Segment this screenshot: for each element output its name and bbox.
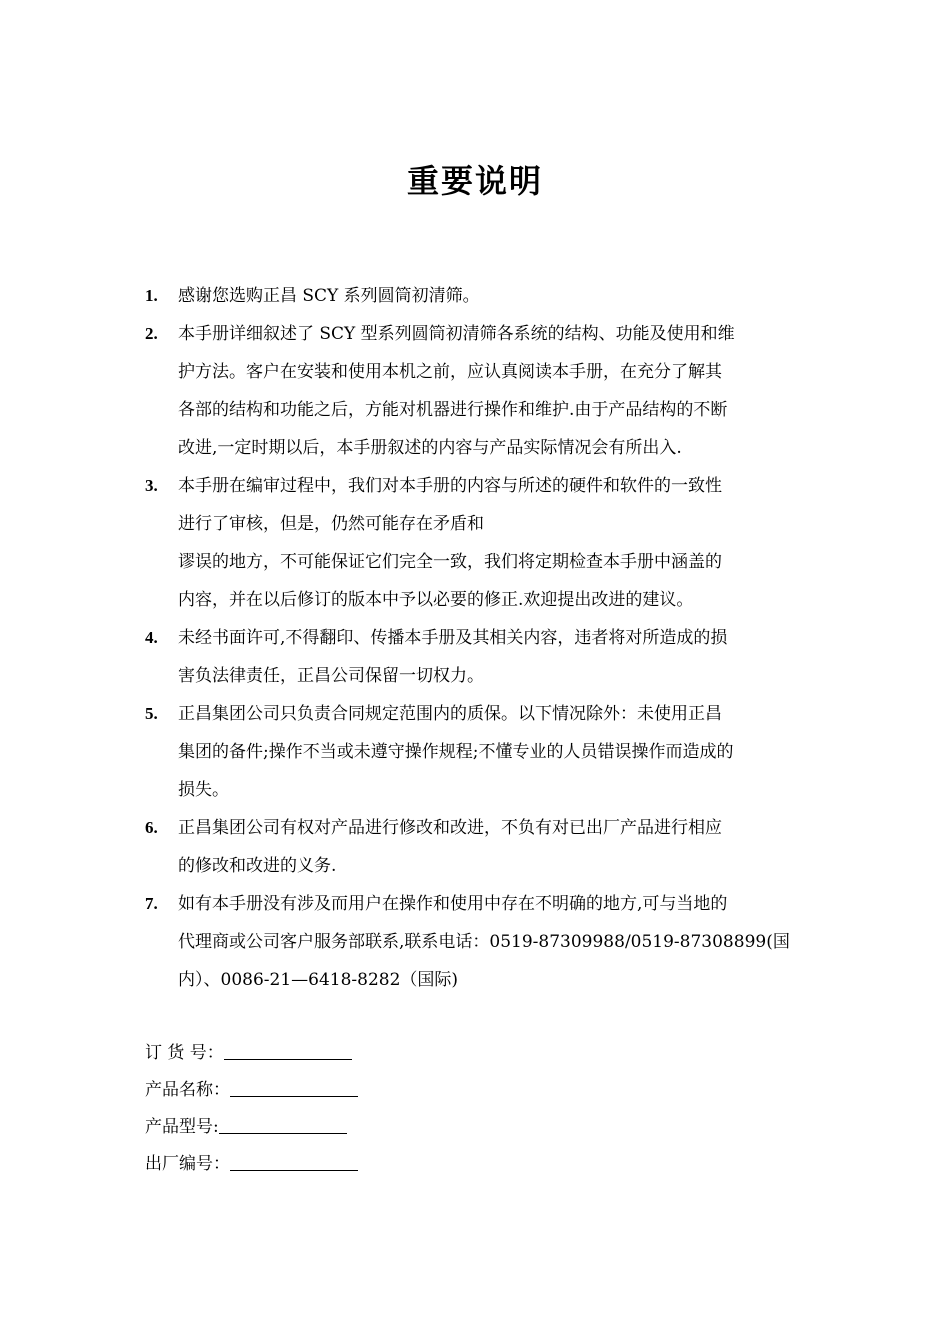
page-title: 重要说明 xyxy=(406,162,543,200)
product-model-field[interactable] xyxy=(219,1111,347,1134)
product-info-form xyxy=(145,1035,358,1183)
list-item xyxy=(145,885,805,999)
item-text-line: 进行了审核，但是，仍然可能存在矛盾和 xyxy=(178,514,484,534)
list-item xyxy=(145,315,805,467)
item-text-line: 感谢您选购正昌 SCY 系列圆筒初清筛。 xyxy=(178,286,480,306)
item-number: 3. xyxy=(145,476,158,495)
item-text-line: 护方法。客户在安装和使用本机之前，应认真阅读本手册，在充分了解其 xyxy=(178,362,722,382)
product-model-label: 产品型号: xyxy=(145,1117,219,1137)
item-text-line: 损失。 xyxy=(178,780,229,800)
product-name-row xyxy=(145,1072,358,1109)
item-number: 2. xyxy=(145,324,158,343)
item-number: 4. xyxy=(145,628,158,647)
list-item xyxy=(145,695,805,809)
serial-number-row xyxy=(145,1146,358,1183)
item-text-line: 未经书面许可,不得翻印、传播本手册及其相关内容，违者将对所造成的损 xyxy=(178,628,728,648)
item-text-line: 改进,一定时期以后，本手册叙述的内容与产品实际情况会有所出入. xyxy=(178,438,682,458)
item-number: 1. xyxy=(145,286,158,305)
item-text-line: 正昌集团公司有权对产品进行修改和改进，不负有对已出厂产品进行相应 xyxy=(178,818,722,838)
item-text-line: 集团的备件;操作不当或未遵守操作规程;不懂专业的人员错误操作而造成的 xyxy=(178,742,734,762)
item-text-line: 谬误的地方，不可能保证它们完全一致，我们将定期检查本手册中涵盖的 xyxy=(178,552,722,572)
item-text-line: 的修改和改进的义务. xyxy=(178,856,337,876)
serial-number-label: 出厂编号： xyxy=(145,1154,230,1174)
item-number: 7. xyxy=(145,894,158,913)
product-name-label: 产品名称： xyxy=(145,1080,230,1100)
item-text-line: 各部的结构和功能之后，方能对机器进行操作和维护.由于产品结构的不断 xyxy=(178,400,728,420)
item-number: 5. xyxy=(145,704,158,723)
item-text-line: 内容，并在以后修订的版本中予以必要的修正.欢迎提出改进的建议。 xyxy=(178,590,694,610)
item-text-line: 本手册在编审过程中，我们对本手册的内容与所述的硬件和软件的一致性 xyxy=(178,476,722,496)
item-text-line: 正昌集团公司只负责合同规定范围内的质保。以下情况除外：未使用正昌 xyxy=(178,704,722,724)
item-text-line: 如有本手册没有涉及而用户在操作和使用中存在不明确的地方,可与当地的 xyxy=(178,894,728,914)
product-model-row xyxy=(145,1109,358,1146)
notice-list xyxy=(145,277,805,999)
list-item xyxy=(145,619,805,695)
product-name-field[interactable] xyxy=(230,1074,358,1097)
order-number-row xyxy=(145,1035,358,1072)
item-text-line: 内）、0086-21—6418-8282（国际) xyxy=(178,970,459,990)
item-text-line: 代理商或公司客户服务部联系,联系电话：0519-87309988/0519-87308899(国 xyxy=(178,932,790,952)
list-item xyxy=(145,467,805,619)
serial-number-field[interactable] xyxy=(230,1148,358,1171)
order-number-field[interactable] xyxy=(224,1037,352,1060)
item-text-line: 害负法律责任，正昌公司保留一切权力。 xyxy=(178,666,484,686)
item-number: 6. xyxy=(145,818,158,837)
order-number-label: 订 货 号： xyxy=(145,1043,224,1063)
item-text-line: 本手册详细叙述了 SCY 型系列圆筒初清筛各系统的结构、功能及使用和维 xyxy=(178,324,735,344)
list-item xyxy=(145,809,805,885)
list-item xyxy=(145,277,805,315)
